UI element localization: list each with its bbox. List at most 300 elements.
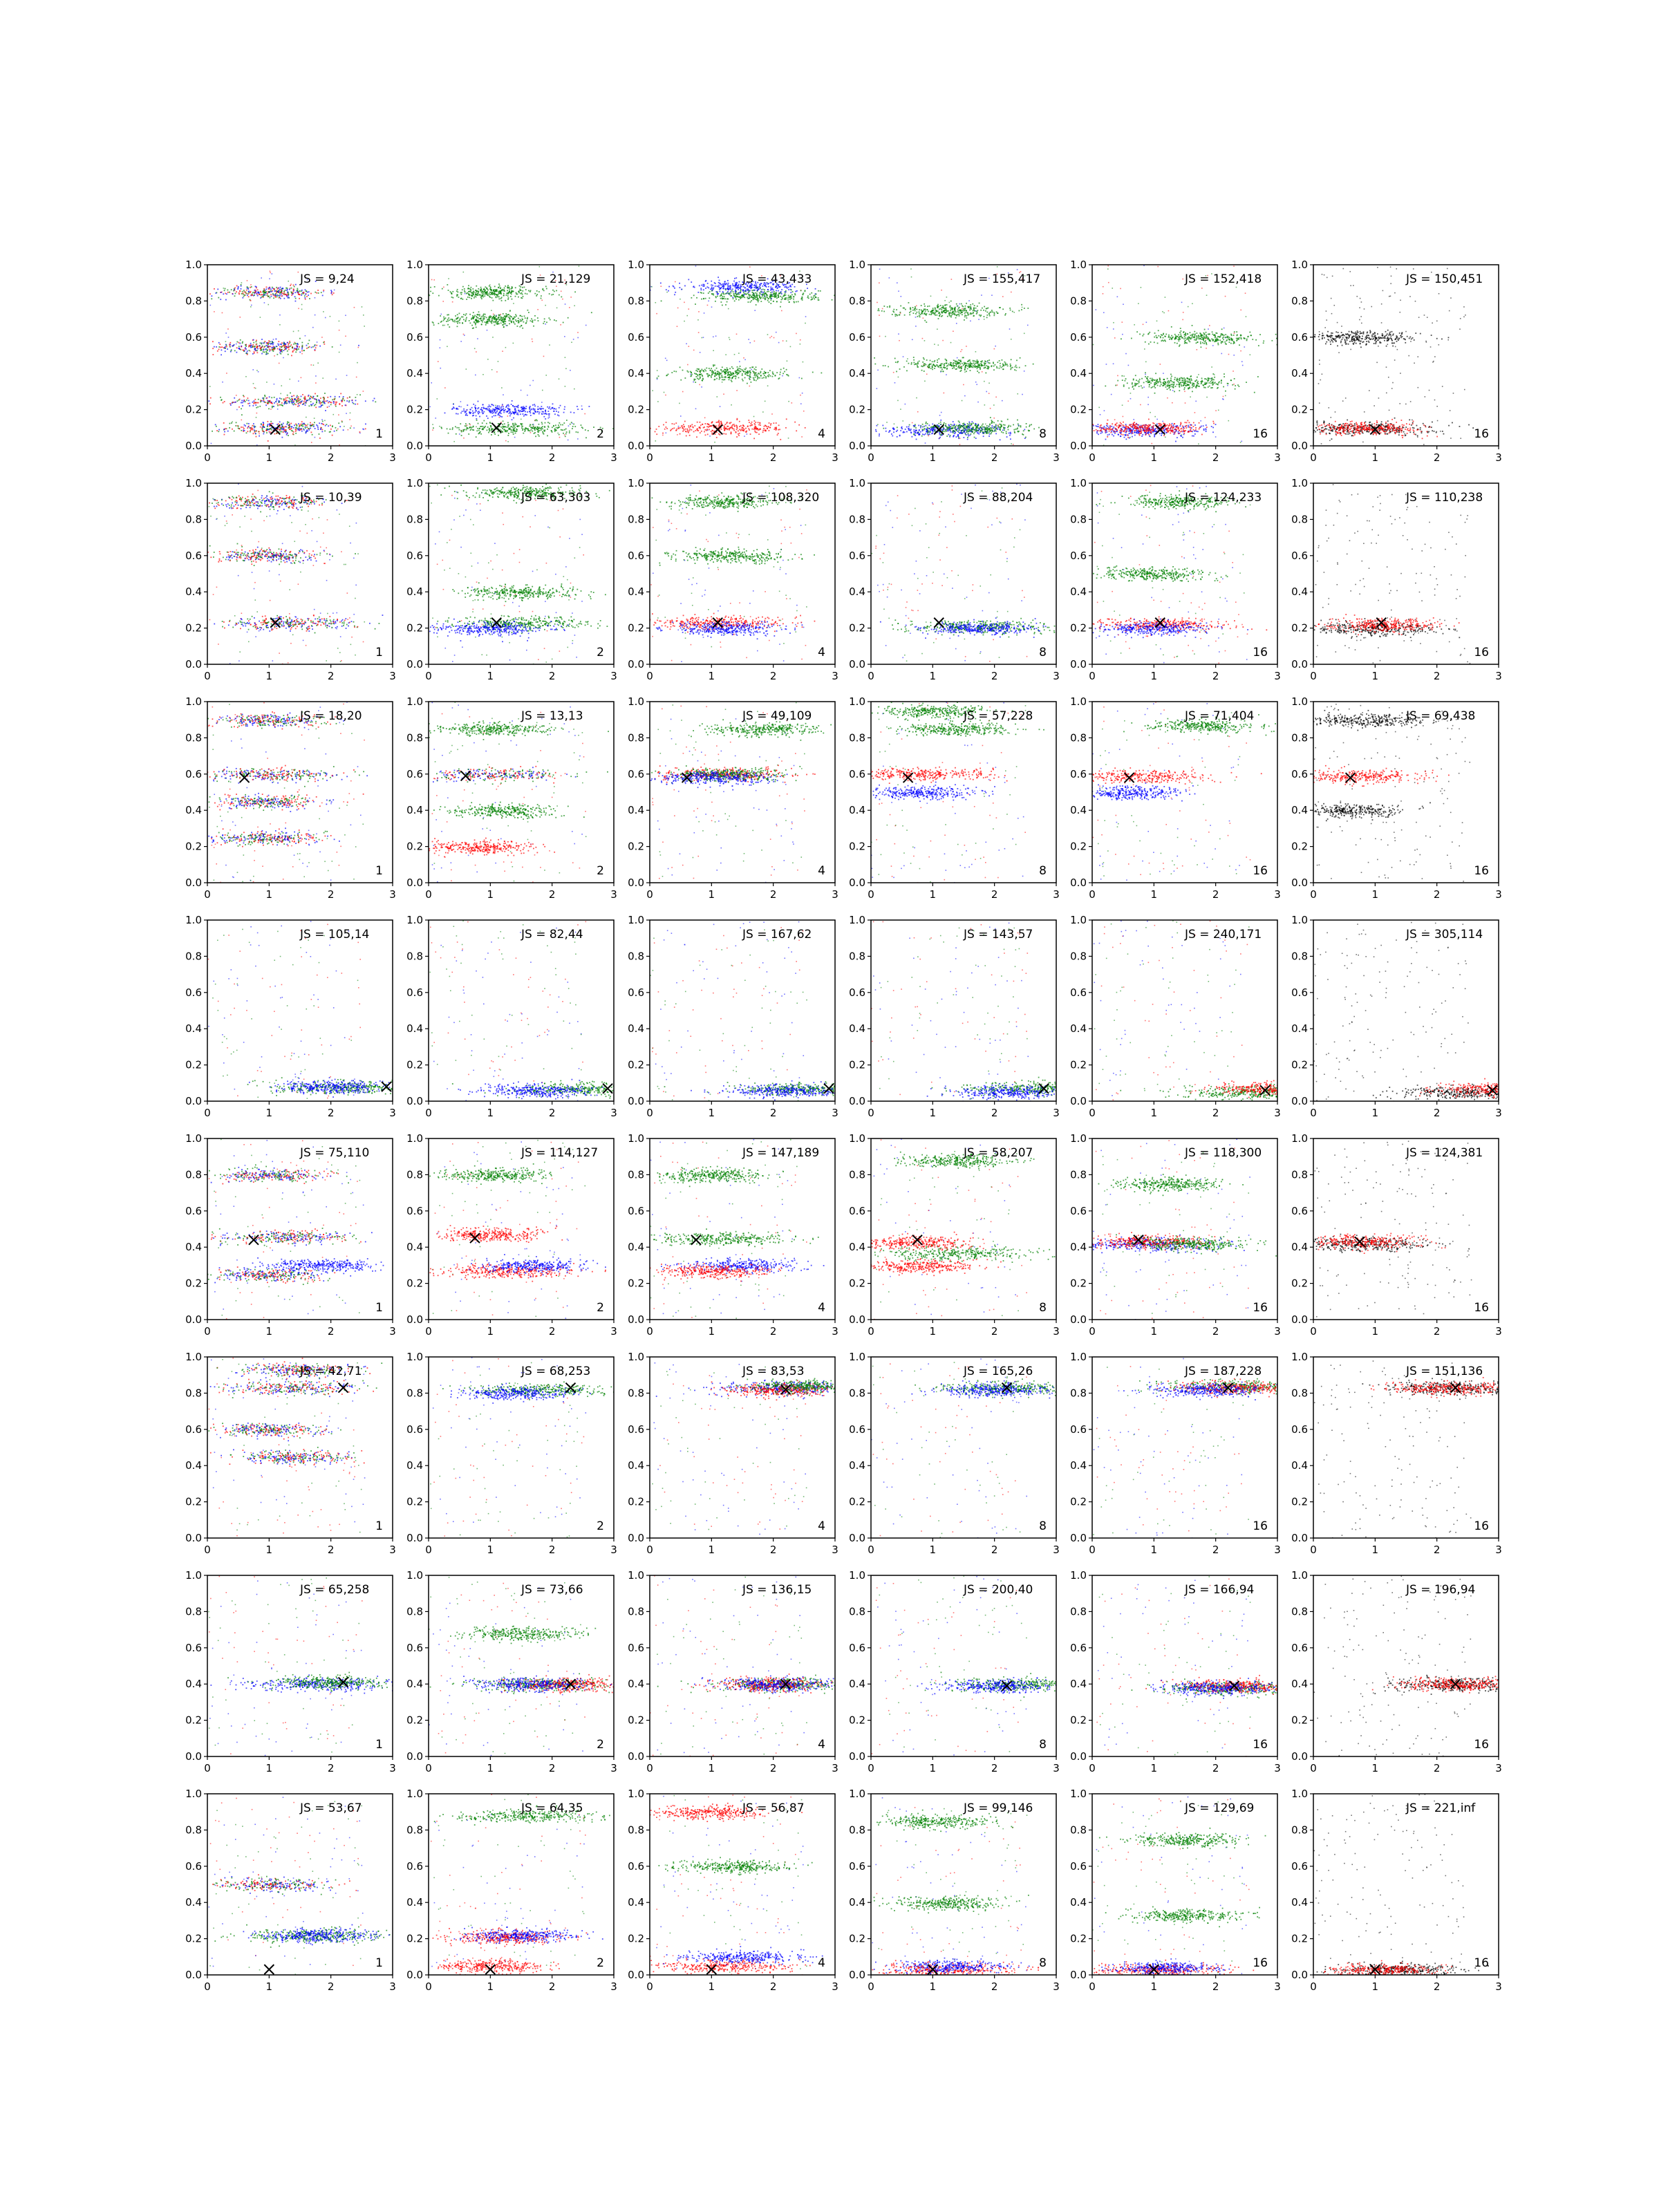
scatter-point: [229, 346, 231, 348]
scatter-point: [737, 296, 738, 297]
scatter-point: [525, 406, 527, 407]
scatter-point: [487, 330, 488, 331]
scatter-point: [788, 294, 789, 296]
scatter-point: [801, 436, 803, 438]
scatter-point: [290, 346, 291, 347]
scatter-point: [330, 431, 331, 433]
scatter-point: [263, 348, 264, 350]
scatter-point: [716, 368, 718, 369]
scatter-point: [539, 266, 541, 268]
scatter-point: [432, 429, 433, 431]
x-tick-label: 2: [770, 451, 777, 464]
scatter-point: [735, 288, 737, 289]
scatter-point: [281, 344, 282, 345]
scatter-point: [732, 288, 733, 290]
scatter-point: [745, 368, 747, 369]
scatter-point: [779, 377, 780, 379]
scatter-point: [731, 422, 732, 423]
scatter-point: [220, 397, 221, 398]
scatter-point: [496, 320, 497, 321]
scatter-point: [521, 427, 523, 429]
scatter-point: [682, 431, 684, 432]
scatter-point: [666, 360, 668, 362]
scatter-point: [762, 291, 763, 292]
scatter-point: [266, 432, 268, 433]
scatter-point: [289, 341, 290, 342]
scatter-point: [961, 425, 962, 427]
scatter-point: [532, 428, 533, 429]
scatter-point: [521, 406, 523, 408]
scatter-point: [731, 381, 733, 382]
scatter-point: [327, 397, 328, 398]
scatter-point: [556, 427, 557, 429]
scatter-point: [297, 292, 299, 293]
scatter-point: [941, 429, 943, 431]
scatter-point: [986, 391, 987, 393]
scatter-point: [712, 430, 713, 431]
scatter-point: [257, 295, 259, 297]
scatter-point: [457, 289, 458, 290]
scatter-point: [736, 334, 738, 335]
scatter-point: [503, 394, 504, 395]
scatter-point: [729, 379, 730, 380]
scatter-point: [693, 379, 695, 380]
scatter-point: [759, 377, 760, 379]
scatter-point: [498, 294, 499, 296]
scatter-point: [671, 429, 672, 430]
scatter-point: [729, 429, 730, 431]
scatter-point: [975, 382, 977, 383]
scatter-point: [738, 372, 740, 373]
scatter-point: [922, 429, 924, 430]
scatter-point: [226, 293, 227, 294]
scatter-point: [278, 295, 279, 297]
scatter-point: [254, 294, 255, 296]
scatter-point: [205, 294, 206, 295]
scatter-point: [703, 298, 704, 299]
scatter-point: [486, 288, 487, 289]
scatter-point: [690, 425, 691, 427]
scatter-point: [665, 395, 666, 396]
scatter-point: [766, 426, 767, 427]
scatter-point: [688, 430, 690, 431]
scatter-point: [438, 295, 440, 297]
scatter-point: [738, 377, 740, 379]
scatter-point: [247, 427, 248, 429]
scatter-point: [559, 422, 560, 424]
scatter-point: [466, 313, 467, 315]
scatter-point: [227, 348, 228, 350]
scatter-point: [476, 427, 477, 428]
scatter-point: [956, 436, 957, 438]
scatter-point: [577, 332, 579, 333]
scatter-point: [1009, 433, 1010, 434]
scatter-point: [556, 320, 557, 321]
scatter-point: [272, 349, 273, 350]
scatter-point: [308, 428, 310, 429]
scatter-point: [489, 404, 490, 406]
scatter-point: [500, 322, 502, 324]
scatter-point: [430, 291, 431, 292]
scatter-point: [503, 293, 505, 294]
scatter-point: [724, 424, 726, 425]
scatter-point: [744, 435, 745, 437]
scatter-point: [731, 379, 732, 381]
scatter-point: [339, 396, 340, 397]
scatter-point: [498, 317, 499, 318]
scatter-point: [281, 402, 283, 404]
scatter-point: [717, 292, 718, 293]
scatter-point: [679, 427, 681, 429]
scatter-point: [544, 321, 545, 322]
scatter-point: [215, 424, 216, 425]
scatter-point: [753, 372, 754, 373]
scatter-point: [791, 289, 792, 290]
scatter-point: [294, 403, 295, 404]
scatter-point: [310, 401, 312, 402]
scatter-point: [570, 411, 572, 413]
scatter-point: [487, 418, 489, 419]
scatter-point: [301, 293, 303, 294]
scatter-point: [257, 348, 259, 350]
scatter-point: [252, 369, 254, 371]
scatter-point: [808, 297, 809, 299]
scatter-point: [924, 428, 925, 429]
scatter-point: [911, 436, 912, 438]
scatter-point: [778, 297, 779, 298]
scatter-point: [769, 374, 770, 375]
scatter-point: [448, 433, 449, 434]
scatter-point: [489, 285, 490, 287]
scatter-point: [682, 370, 684, 371]
scatter-point: [776, 290, 777, 292]
scatter-point: [287, 297, 288, 299]
scatter-point: [733, 430, 735, 431]
scatter-point: [543, 433, 545, 435]
scatter-point: [755, 292, 756, 294]
scatter-point: [314, 405, 315, 406]
scatter-point: [549, 406, 550, 408]
scatter-point: [749, 376, 751, 377]
scatter-point: [760, 371, 762, 373]
scatter-point: [254, 429, 255, 431]
panel-3: [622, 259, 847, 464]
scatter-point: [769, 422, 770, 424]
scatter-point: [324, 393, 326, 394]
scatter-point: [482, 297, 484, 298]
scatter-point: [677, 434, 678, 435]
scatter-point: [497, 296, 498, 297]
scatter-point: [541, 295, 542, 297]
scatter-point: [517, 326, 518, 327]
scatter-point: [894, 423, 895, 424]
scatter-point: [876, 431, 877, 432]
y-tick-label: 0.2: [185, 404, 202, 416]
scatter-point: [737, 294, 738, 295]
scatter-point: [537, 427, 538, 429]
scatter-point: [322, 420, 324, 422]
scatter-point: [242, 291, 243, 292]
scatter-point: [317, 290, 319, 291]
scatter-point: [700, 371, 701, 373]
scatter-point: [288, 295, 289, 297]
scatter-point: [699, 384, 700, 386]
scatter-point: [747, 433, 748, 435]
scatter-point: [807, 288, 808, 289]
scatter-point: [214, 311, 215, 312]
scatter-point: [722, 298, 723, 299]
scatter-point: [814, 294, 816, 296]
scatter-point: [702, 380, 703, 382]
scatter-point: [704, 312, 705, 314]
scatter-point: [1015, 429, 1017, 430]
scatter-point: [505, 321, 506, 322]
scatter-point: [483, 293, 485, 294]
scatter-point: [492, 337, 494, 338]
scatter-point: [1020, 425, 1022, 427]
scatter-point: [505, 317, 506, 318]
scatter-point: [777, 434, 778, 435]
scatter-point: [538, 291, 540, 292]
scatter-point: [283, 423, 284, 424]
scatter-point: [433, 427, 434, 429]
scatter-point: [217, 350, 218, 352]
scatter-point: [915, 317, 917, 318]
scatter-point: [499, 407, 500, 409]
scatter-point: [679, 366, 681, 368]
scatter-point: [516, 413, 518, 415]
scatter-point: [735, 297, 736, 299]
scatter-point: [298, 423, 299, 424]
scatter-point: [292, 350, 294, 352]
scatter-point: [751, 382, 752, 383]
scatter-point: [289, 424, 290, 426]
scatter-point: [721, 370, 722, 371]
scatter-point: [218, 342, 220, 344]
scatter-point: [686, 429, 688, 430]
scatter-point: [276, 400, 277, 401]
scatter-point: [716, 378, 718, 379]
scatter-point: [288, 426, 290, 427]
scatter-point: [341, 421, 343, 422]
scatter-point: [249, 345, 250, 346]
scatter-point: [498, 296, 500, 297]
scatter-point: [912, 422, 913, 424]
scatter-point: [527, 317, 528, 319]
scatter-point: [460, 401, 462, 402]
scatter-point: [679, 299, 681, 300]
scatter-point: [939, 432, 941, 433]
scatter-point: [440, 321, 442, 323]
scatter-point: [476, 319, 477, 320]
scatter-point: [511, 316, 512, 317]
scatter-point: [888, 431, 890, 433]
scatter-point: [205, 288, 207, 289]
scatter-point: [695, 376, 697, 377]
scatter-point: [926, 431, 928, 432]
scatter-point: [492, 429, 494, 430]
scatter-point: [491, 416, 493, 418]
y-tick-label: 1.0: [185, 259, 202, 271]
scatter-point: [915, 431, 916, 432]
scatter-point: [563, 422, 565, 424]
scatter-point: [950, 426, 951, 427]
scatter-point: [457, 323, 458, 324]
scatter-point: [1009, 435, 1011, 436]
scatter-point: [778, 342, 780, 344]
scatter-point: [725, 354, 727, 355]
y-tick-label: 0.2: [406, 404, 423, 416]
scatter-point: [281, 351, 283, 353]
scatter-point: [715, 335, 717, 337]
scatter-point: [969, 435, 971, 436]
scatter-point: [356, 377, 357, 378]
scatter-point: [563, 322, 564, 324]
scatter-point: [299, 405, 300, 406]
scatter-point: [859, 424, 861, 426]
scatter-point: [885, 431, 887, 432]
scatter-point: [554, 408, 555, 409]
scatter-point: [294, 343, 296, 344]
scatter-point: [485, 294, 486, 295]
scatter-point: [1004, 424, 1006, 426]
scatter-point: [925, 433, 926, 435]
scatter-point: [737, 427, 738, 429]
scatter-point: [234, 397, 235, 399]
scatter-point: [287, 288, 288, 289]
scatter-point: [481, 324, 482, 326]
scatter-point: [247, 350, 248, 352]
scatter-point: [585, 325, 587, 326]
scatter-point: [277, 405, 279, 406]
scatter-point: [786, 374, 787, 375]
scatter-point: [749, 372, 751, 373]
scatter-point: [796, 333, 797, 335]
scatter-point: [791, 298, 792, 299]
scatter-point: [481, 298, 482, 299]
scatter-point: [490, 287, 491, 288]
scatter-point: [224, 431, 225, 433]
x-tick-label: 3: [832, 451, 838, 464]
scatter-point: [461, 317, 462, 318]
scatter-point: [465, 315, 466, 316]
scatter-point: [705, 298, 706, 299]
scatter-point: [964, 431, 965, 432]
scatter-point: [715, 297, 717, 299]
scatter-point: [448, 314, 449, 315]
scatter-point: [723, 283, 724, 285]
scatter-point: [740, 290, 742, 291]
scatter-point: [803, 292, 804, 294]
scatter-point: [180, 353, 181, 355]
scatter-point: [274, 290, 276, 292]
scatter-point: [211, 443, 212, 444]
scatter-point: [498, 283, 500, 285]
scatter-point: [305, 335, 306, 337]
scatter-point: [291, 355, 292, 356]
scatter-point: [298, 429, 299, 430]
scatter-point: [714, 364, 715, 366]
scatter-point: [452, 291, 453, 292]
scatter-point: [527, 411, 528, 413]
scatter-point: [308, 399, 310, 400]
scatter-point: [491, 404, 492, 405]
scatter-point: [315, 297, 316, 299]
scatter-point: [508, 406, 509, 407]
scatter-point: [306, 431, 308, 432]
scatter-point: [315, 350, 316, 351]
scatter-point: [328, 406, 330, 407]
scatter-point: [984, 381, 985, 382]
scatter-point: [953, 435, 955, 437]
scatter-point: [536, 429, 538, 430]
scatter-point: [1011, 339, 1012, 340]
scatter-point: [498, 435, 499, 436]
scatter-point: [680, 379, 682, 381]
scatter-point: [949, 429, 950, 431]
scatter-point: [986, 425, 988, 427]
scatter-point: [296, 397, 297, 398]
scatter-point: [323, 290, 324, 291]
scatter-point: [755, 373, 756, 374]
scatter-point: [267, 347, 268, 348]
scatter-point: [279, 404, 280, 406]
scatter-point: [306, 345, 308, 346]
scatter-point: [925, 442, 926, 444]
scatter-point: [519, 326, 521, 328]
scatter-point: [300, 402, 301, 403]
scatter-point: [248, 400, 250, 402]
scatter-point: [982, 424, 983, 426]
scatter-point: [244, 294, 245, 296]
scatter-point: [297, 290, 298, 292]
scatter-point: [720, 434, 721, 435]
scatter-point: [516, 424, 517, 425]
scatter-point: [727, 288, 729, 289]
scatter-point: [320, 427, 321, 429]
scatter-point: [319, 433, 320, 435]
scatter-point: [740, 285, 741, 287]
scatter-point: [505, 285, 506, 287]
scatter-point: [228, 337, 229, 338]
scatter-point: [269, 287, 270, 288]
scatter-point: [719, 287, 720, 288]
scatter-point: [281, 290, 282, 291]
scatter-point: [256, 407, 257, 409]
scatter-point: [493, 405, 494, 406]
scatter-point: [718, 282, 720, 283]
scatter-point: [245, 344, 246, 346]
scatter-point: [687, 364, 688, 366]
scatter-point: [353, 403, 355, 404]
scatter-point: [336, 402, 337, 403]
scatter-point: [513, 343, 514, 344]
scatter-point: [758, 433, 760, 435]
scatter-point: [802, 393, 803, 394]
scatter-point: [740, 366, 741, 367]
scatter-point: [477, 428, 478, 429]
scatter-point: [288, 344, 289, 346]
scatter-point: [463, 334, 465, 335]
scatter-point: [705, 288, 706, 289]
scatter-point: [464, 288, 465, 290]
scatter-point: [537, 317, 538, 319]
scatter-point: [530, 320, 532, 321]
scatter-point: [279, 324, 281, 326]
scatter-point: [303, 429, 305, 431]
scatter-point: [563, 433, 564, 434]
scatter-point: [343, 396, 344, 397]
